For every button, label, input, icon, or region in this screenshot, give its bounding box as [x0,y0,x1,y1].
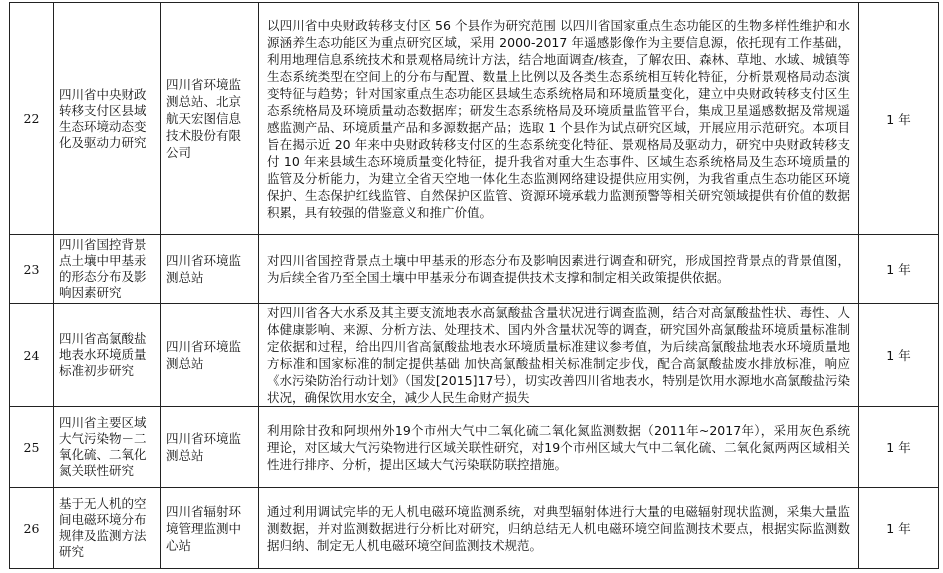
row-number: 25 [10,407,54,488]
project-name: 四川省主要区域大气污染物－二氧化硫、二氧化氮关联性研究 [54,407,161,488]
table-row [10,235,939,304]
table-row [10,3,939,235]
project-content: 通过利用调试完毕的无人机电磁环境监测系统，对典型辐射体进行大量的电磁辐射现状监测，采集大量监测数据，并对监测数据进行分析比对研究，归纳总结无人机电磁环境空间监测技术要点，根据实际监测数据归纳、制定无人机电磁环境空间监测技术规范。 [259,488,859,569]
project-duration: 1 年 [859,407,939,488]
project-content: 对四川省各大水系及其主要支流地表水高氯酸盐含量状况进行调查监测，结合对高氯酸盐性状、毒性、人体健康影响、来源、分析方法、处理技术、国内外含量状况等的调查，研究国外高氯酸盐环境质量标准制定依据和过程，给出四川省高氯酸盐地表水环境质量标准建议参考值，为后续高氯酸盐地表水环境质量地方标准和国家标准的制定提供基础 加快高氯酸盐相关标准制定步伐，配合高氯酸盐废水排放标准，响应《水污染防治行动计划》（国发[2015]17号），切实改善四川省地表水，特别是饮用水源地水高氯酸盐污染状况，确保饮用水安全，减少人民生命财产损失 [259,304,859,407]
project-content: 以四川省中央财政转移支付区 56 个县作为研究范围 以四川省国家重点生态功能区的生物多样性维护和水源涵养生态功能区为重点研究区域，采用 2000-2017 年遥感影像作为主要信息源，依托现有工作基础，利用地理信息系统技术和景观格局统计方法，结合地面调查/核查，了解农田、森林、草地、水域、城镇等生态系统类型在空间上的分布与配置、数量上比例以及各类生态系统相互转化特征，分析景观格局动态演变特征与趋势；针对国家重点生态功能区县域生态系统格局和环境质量变化，建立中央财政转移支付区生态系统格局及环境质量动态数据库；研发生态系统格局及环境质量监管平台，集成卫星遥感数据及常规遥感监测产品、环境质量产品和多源数据产品；选取 1 个县作为试点研究区域，开展应用示范研究。本项目旨在揭示近 20 年来中央财政转移支付区的生态系统变化特征、景观格局及驱动力，研究中央财政转移支付 10 年来县域生态环境质量变化特征，提升我省对重大生态事件、区域生态系统格局及生态环境质量的监管及分析能力，为建立全省天空地一体化生态监测网络建设提供应用实例，为我省重点生态功能区环境保护、生态保护红线监管、自然保护区监管、资源环境承载力监测预警等相关研究领域提供有价值的数据积累，具有较强的借鉴意义和推广价值。 [259,3,859,235]
row-number: 24 [10,304,54,407]
table-row [10,488,939,569]
row-number: 22 [10,3,54,235]
project-duration: 1 年 [859,235,939,304]
project-name: 四川省国控背景点土壤中甲基汞的形态分布及影响因素研究 [54,235,161,304]
table-row [10,304,939,407]
project-name: 基于无人机的空间电磁环境分布规律及监测方法研究 [54,488,161,569]
project-duration: 1 年 [859,3,939,235]
undertaking-unit: 四川省辐射环境管理监测中心站 [161,488,259,569]
project-duration: 1 年 [859,304,939,407]
row-number: 23 [10,235,54,304]
undertaking-unit: 四川省环境监测总站 [161,304,259,407]
undertaking-unit: 四川省环境监测总站、北京航天宏图信息技术股份有限公司 [161,3,259,235]
table-row [10,407,939,488]
row-number: 26 [10,488,54,569]
project-name: 四川省高氯酸盐地表水环境质量标准初步研究 [54,304,161,407]
project-content: 利用除甘孜和阿坝州外19个市州大气中二氧化硫二氧化氮监测数据（2011年~2017年），采用灰色系统理论，对区域大气污染物进行区域关联性研究，对19个市州区域大气中二氧化硫、二氧化氮两两区域相关性进行排序、分析，提出区域大气污染联防联控措施。 [259,407,859,488]
undertaking-unit: 四川省环境监测总站 [161,235,259,304]
project-table [9,2,939,569]
project-content: 对四川省国控背景点土壤中甲基汞的形态分布及影响因素进行调查和研究，形成国控背景点的背景值图，为后续全省乃至全国土壤中甲基汞分布调查提供技术支撑和制定相关政策提供依据。 [259,235,859,304]
project-name: 四川省中央财政转移支付区县域生态环境动态变化及驱动力研究 [54,3,161,235]
project-duration: 1 年 [859,488,939,569]
undertaking-unit: 四川省环境监测总站 [161,407,259,488]
